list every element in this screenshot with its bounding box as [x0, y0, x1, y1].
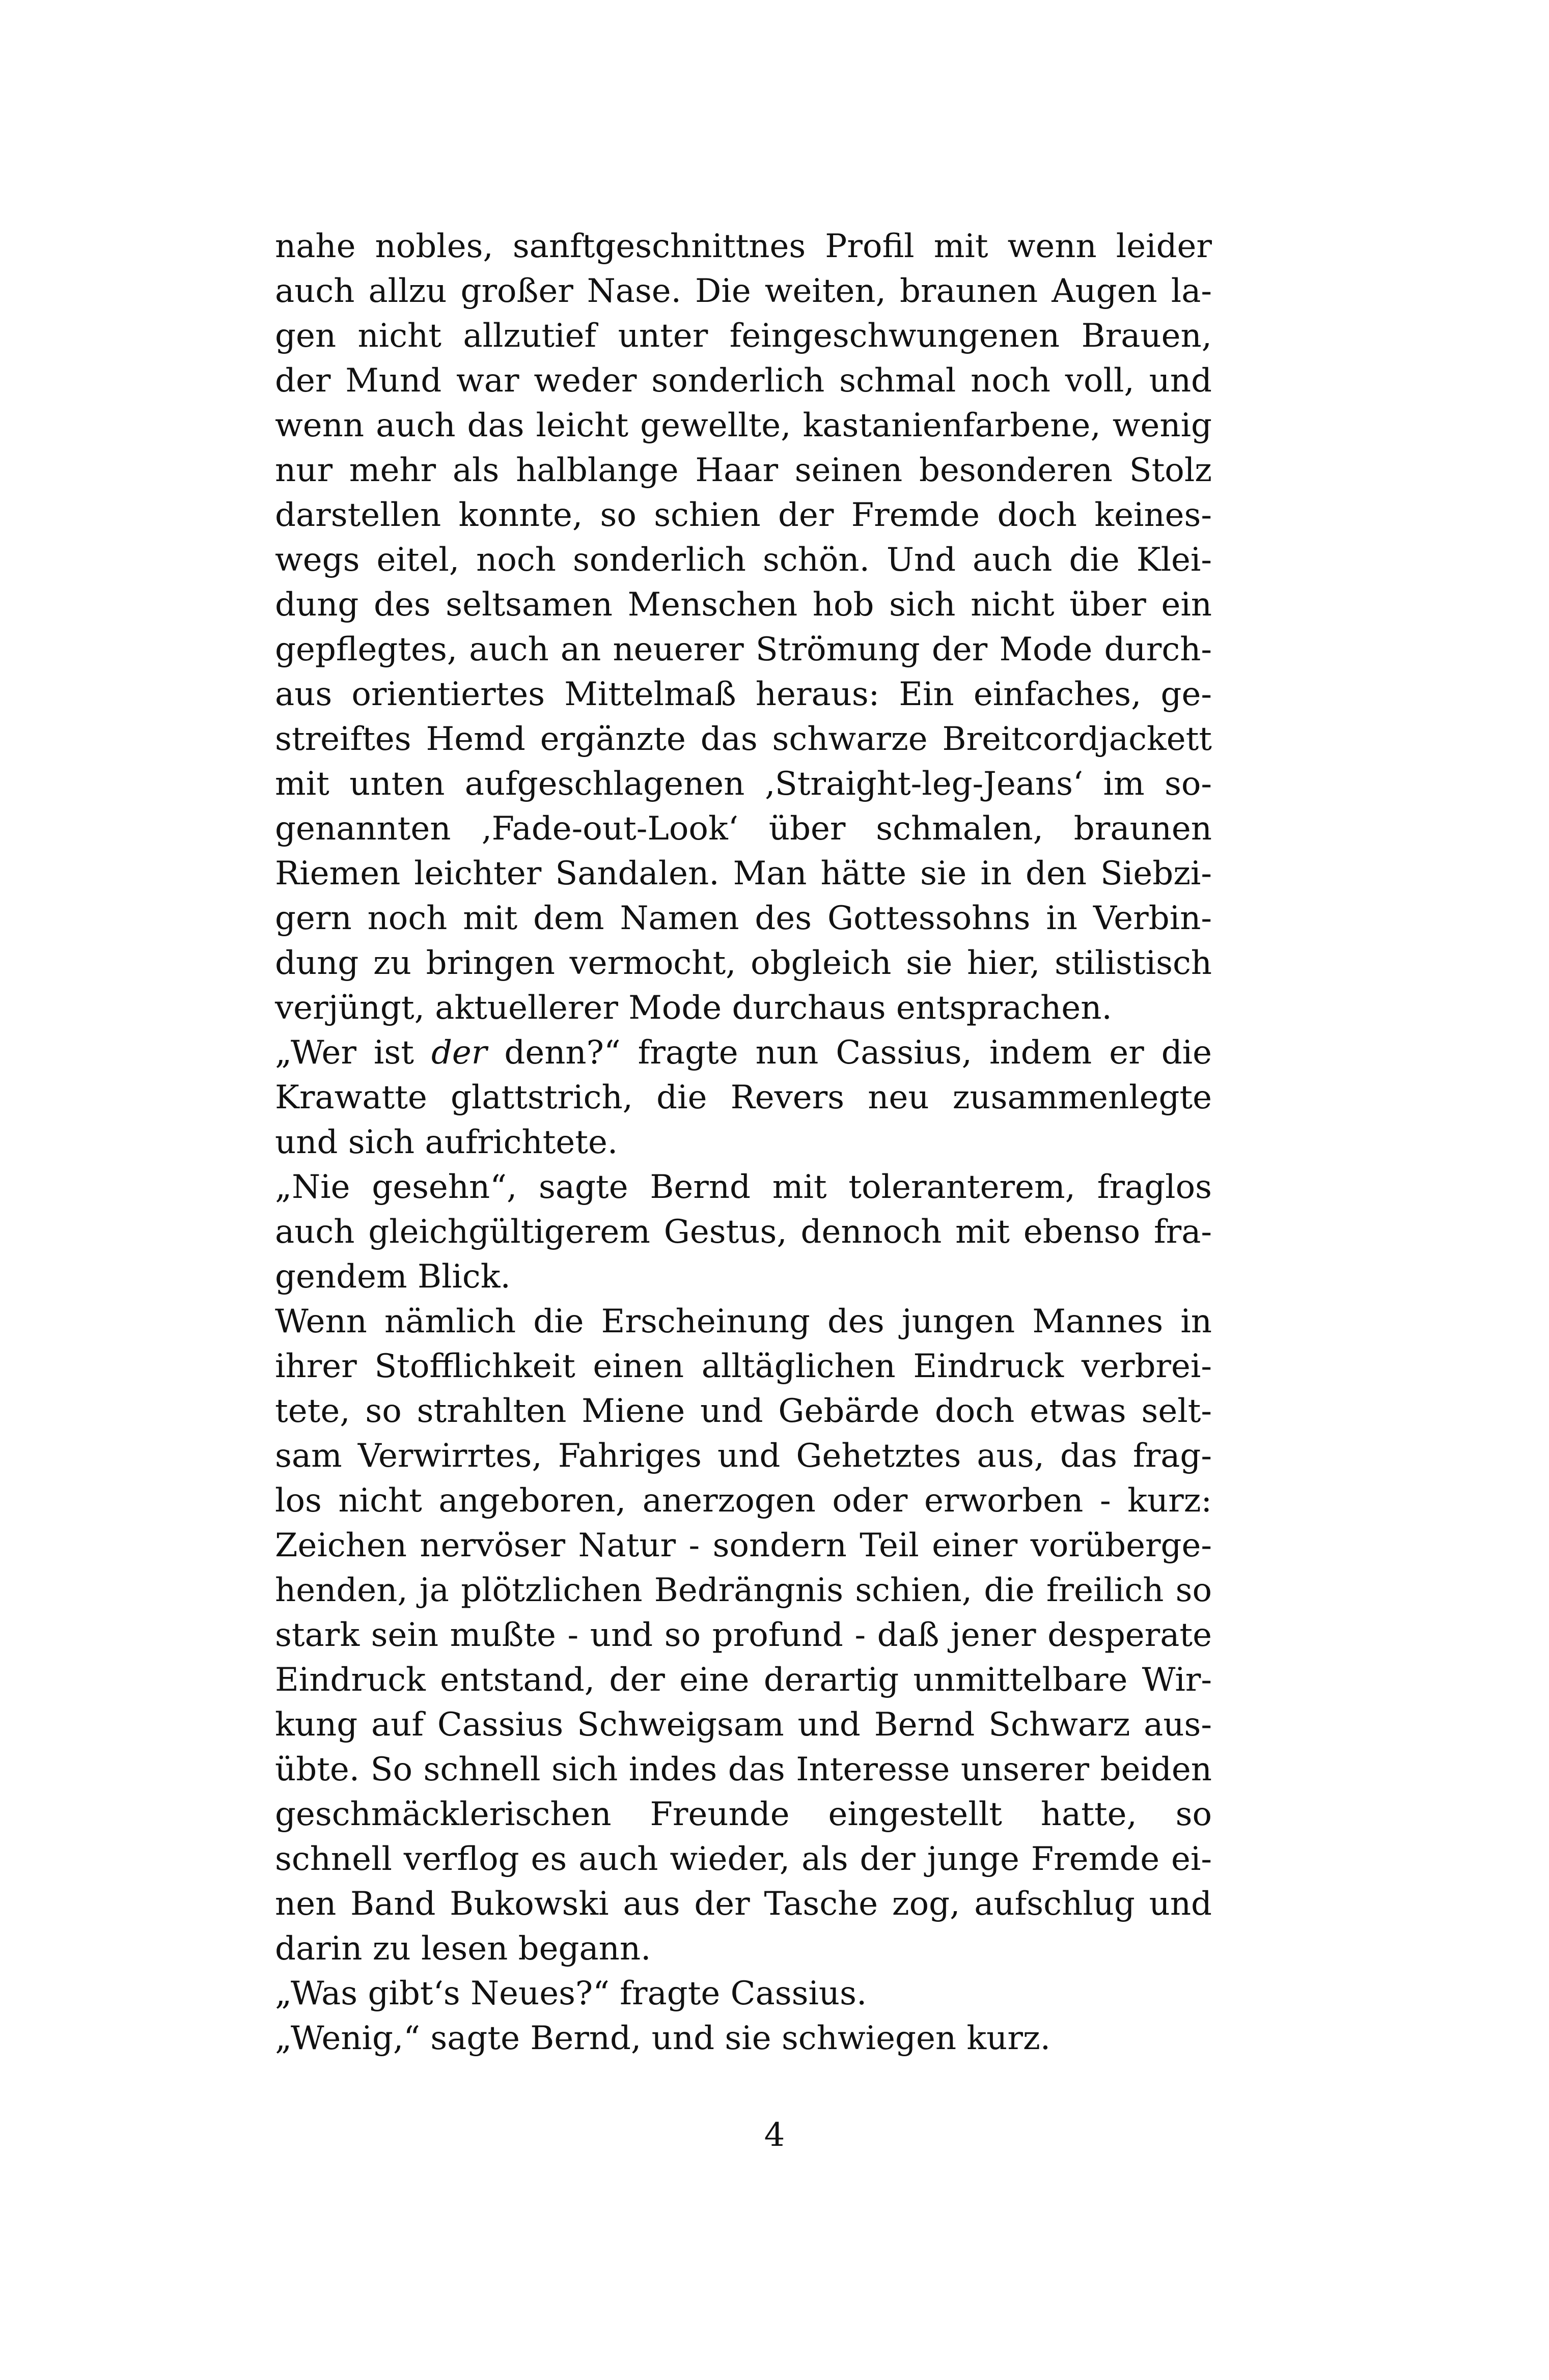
text-line: ihrer Stofflichkeit einen alltäglichen Eindruck verbrei- — [275, 1348, 1212, 1385]
text-line: wegs eitel, noch sonderlich schön. Und auch die Klei- — [275, 541, 1212, 579]
text-line: dung des seltsamen Menschen hob sich nicht über ein — [275, 586, 1212, 624]
text-line: geschmäcklerischen Freunde eingestellt hatte, so — [275, 1796, 1212, 1833]
text-line: auch allzu großer Nase. Die weiten, braunen Augen la- — [275, 272, 1212, 310]
text-line: kung auf Cassius Schweigsam und Bernd Schwarz aus- — [275, 1706, 1212, 1744]
text-line: übte. So schnell sich indes das Interesse unserer beiden — [275, 1751, 1212, 1788]
text-line: nen Band Bukowski aus der Tasche zog, aufschlug und — [275, 1885, 1212, 1923]
text-line: streiftes Hemd ergänzte das schwarze Breitcordjackett — [275, 720, 1212, 758]
text-line: los nicht angeboren, anerzogen oder erworben - kurz: — [275, 1482, 1212, 1520]
text-line: henden, ja plötzlichen Bedrängnis schien, die freilich so — [275, 1572, 1212, 1609]
page-number: 4 — [764, 2116, 785, 2154]
text-line: nahe nobles, sanftgeschnittnes Profil mit wenn leider — [275, 228, 1212, 265]
text-segment: „Wer ist — [275, 1034, 431, 1072]
text-line: tete, so strahlten Miene und Gebärde doch etwas selt- — [275, 1392, 1212, 1430]
paragraph — [275, 1030, 1212, 1165]
paragraph — [275, 224, 1212, 1030]
text-line: aus orientiertes Mittelmaß heraus: Ein einfaches, ge- — [275, 676, 1212, 713]
text-line: Zeichen nervöser Natur - sondern Teil einer vorüberge- — [275, 1527, 1212, 1564]
text-line: stark sein mußte - und so profund - daß jener desperate — [275, 1616, 1212, 1654]
text-line: schnell verflog es auch wieder, als der junge Fremde ei- — [275, 1840, 1212, 1878]
emphasis: der — [431, 1034, 487, 1072]
text-line — [275, 1030, 1212, 1075]
text-line: wenn auch das leicht gewellte, kastanienfarbene, wenig — [275, 407, 1212, 444]
text-line: „Nie gesehn“, sagte Bernd mit toleranterem, fraglos — [275, 1168, 1212, 1206]
text-line: „Was gibt‘s Neues?“ fragte Cassius. — [275, 1975, 867, 2012]
text-line: Krawatte glattstrich, die Revers neu zusammenlegte — [275, 1079, 1212, 1116]
text-line: „Wenig,“ sagte Bernd, und sie schwiegen kurz. — [275, 2020, 1051, 2057]
text-line: Wenn nämlich die Erscheinung des jungen Mannes in — [275, 1303, 1212, 1340]
text-line: genannten ‚Fade-out-Look‘ über schmalen, braunen — [275, 810, 1212, 848]
text-line: sam Verwirrtes, Fahriges und Gehetztes aus, das frag- — [275, 1437, 1212, 1475]
paragraph — [275, 1299, 1212, 1971]
text-line: nur mehr als halblange Haar seinen besonderen Stolz — [275, 452, 1212, 489]
text-line: darstellen konnte, so schien der Fremde doch keines- — [275, 496, 1212, 534]
text-line: gendem Blick. — [275, 1258, 511, 1296]
text-line: gen nicht allzutief unter feingeschwungenen Brauen, — [275, 317, 1212, 355]
body-text — [275, 224, 1212, 2061]
text-line: verjüngt, aktuellerer Mode durchaus entsprachen. — [275, 989, 1112, 1027]
text-line: Eindruck entstand, der eine derartig unmittelbare Wir- — [275, 1661, 1212, 1699]
text-line: dung zu bringen vermocht, obgleich sie hier, stilistisch — [275, 944, 1212, 982]
text-line: gepflegtes, auch an neuerer Strömung der Mode durch- — [275, 631, 1212, 668]
text-line: und sich aufrichtete. — [275, 1124, 618, 1161]
text-line: mit unten aufgeschlagenen ‚Straight-leg-Jeans‘ im so- — [275, 765, 1212, 803]
paragraph — [275, 1971, 1212, 2016]
text-line: darin zu lesen begann. — [275, 1930, 651, 1968]
text-line: gern noch mit dem Namen des Gottessohns in Verbin- — [275, 900, 1212, 937]
text-line: Riemen leichter Sandalen. Man hätte sie in den Siebzi- — [275, 855, 1212, 892]
paragraph — [275, 1165, 1212, 1299]
text-line: der Mund war weder sonderlich schmal noch voll, und — [275, 362, 1212, 400]
text-segment: denn?“ fragte nun Cassius, indem er die — [487, 1034, 1212, 1072]
paragraph — [275, 2016, 1212, 2061]
text-line: auch gleichgültigerem Gestus, dennoch mit ebenso fra- — [275, 1213, 1212, 1251]
